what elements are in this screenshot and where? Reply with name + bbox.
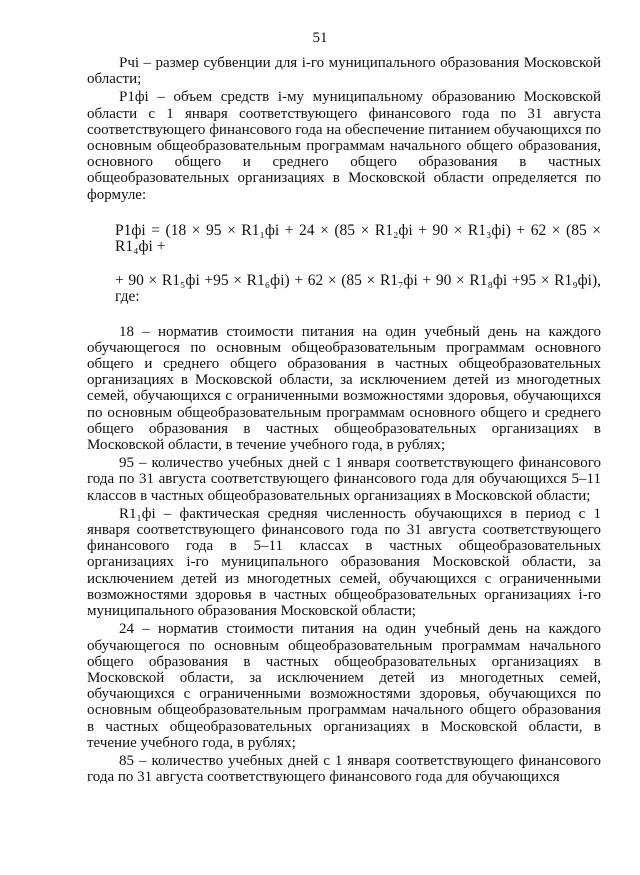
paragraph-p1-fi: P1фi – объем средств i-му муниципальному образованию Московской области с 1 января соответствующего финансового года по 31 августа соответствующего финансового года на обеспечение питанием обучающихся по основным общеобразовательным программам начального общего образования, основного общего и среднего общего образования в частных общеобразовательных организациях в Московской области определяется по формуле: <box>87 89 601 203</box>
page-number: 51 <box>312 30 328 46</box>
paragraph-norm-18: 18 – норматив стоимости питания на один учебный день на каждого обучающегося по основным общеобразовательным программам основного общего и среднего общего образования в частных общеобразовательных организациях в Московской области, за исключением детей из многодетных семей, обучающихся с ограниченными возможностями здоровья, обучающихся по основным общеобразовательным программам основного общего и среднего общего образования в частных общеобразовательных организациях в Московской области, в течение учебного года, в рублях; <box>87 323 601 454</box>
paragraph-days-85: 85 – количество учебных дней с 1 января соответствующего финансового года по 31 августа соответствующего финансового года для обучающихся <box>87 752 601 786</box>
document-body <box>87 55 601 785</box>
formula-line-2: + 90 × R1₅фi +95 × R1₆фi) + 62 × (85 × R1₇фi + 90 × R1₈фi +95 × R1₉фi), где: <box>115 272 601 306</box>
paragraph-r1-1fi: R1₁фi – фактическая средняя численность обучающихся в период с 1 января соответствующего финансового года по 31 августа соответствующего финансового года в 5–11 классах в частных общеобразовательных организациях i-го муниципального образования Московской области, за исключением детей из многодетных семей, обучающихся с ограниченными возможностями здоровья в частных общеобразовательных организациях i-го муниципального образования Московской области; <box>87 505 601 620</box>
paragraph-p-chi: Pчi – размер субвенции для i-го муниципального образования Московской области; <box>87 55 601 88</box>
paragraph-days-95: 95 – количество учебных дней с 1 января соответствующего финансового года по 31 августа соответствующего финансового года для обучающихся 5–11 классов в частных общеобразовательных организациях в Московской области; <box>87 455 601 504</box>
formula-line-1: P1фi = (18 × 95 × R1₁фi + 24 × (85 × R1₂фi + 90 × R1₃фi) + 62 × (85 × R1₄фi + <box>115 221 601 256</box>
paragraph-norm-24: 24 – норматив стоимости питания на один учебный день на каждого обучающегося по основным общеобразовательным программам начального общего образования в частных общеобразовательных организациях в Московской области, за исключением детей из многодетных семей, обучающихся с ограниченными возможностями здоровья, обучающихся по основным общеобразовательным программам начального общего образования в частных общеобразовательных организациях в Московской области, в течение учебного года, в рублях; <box>87 621 601 751</box>
